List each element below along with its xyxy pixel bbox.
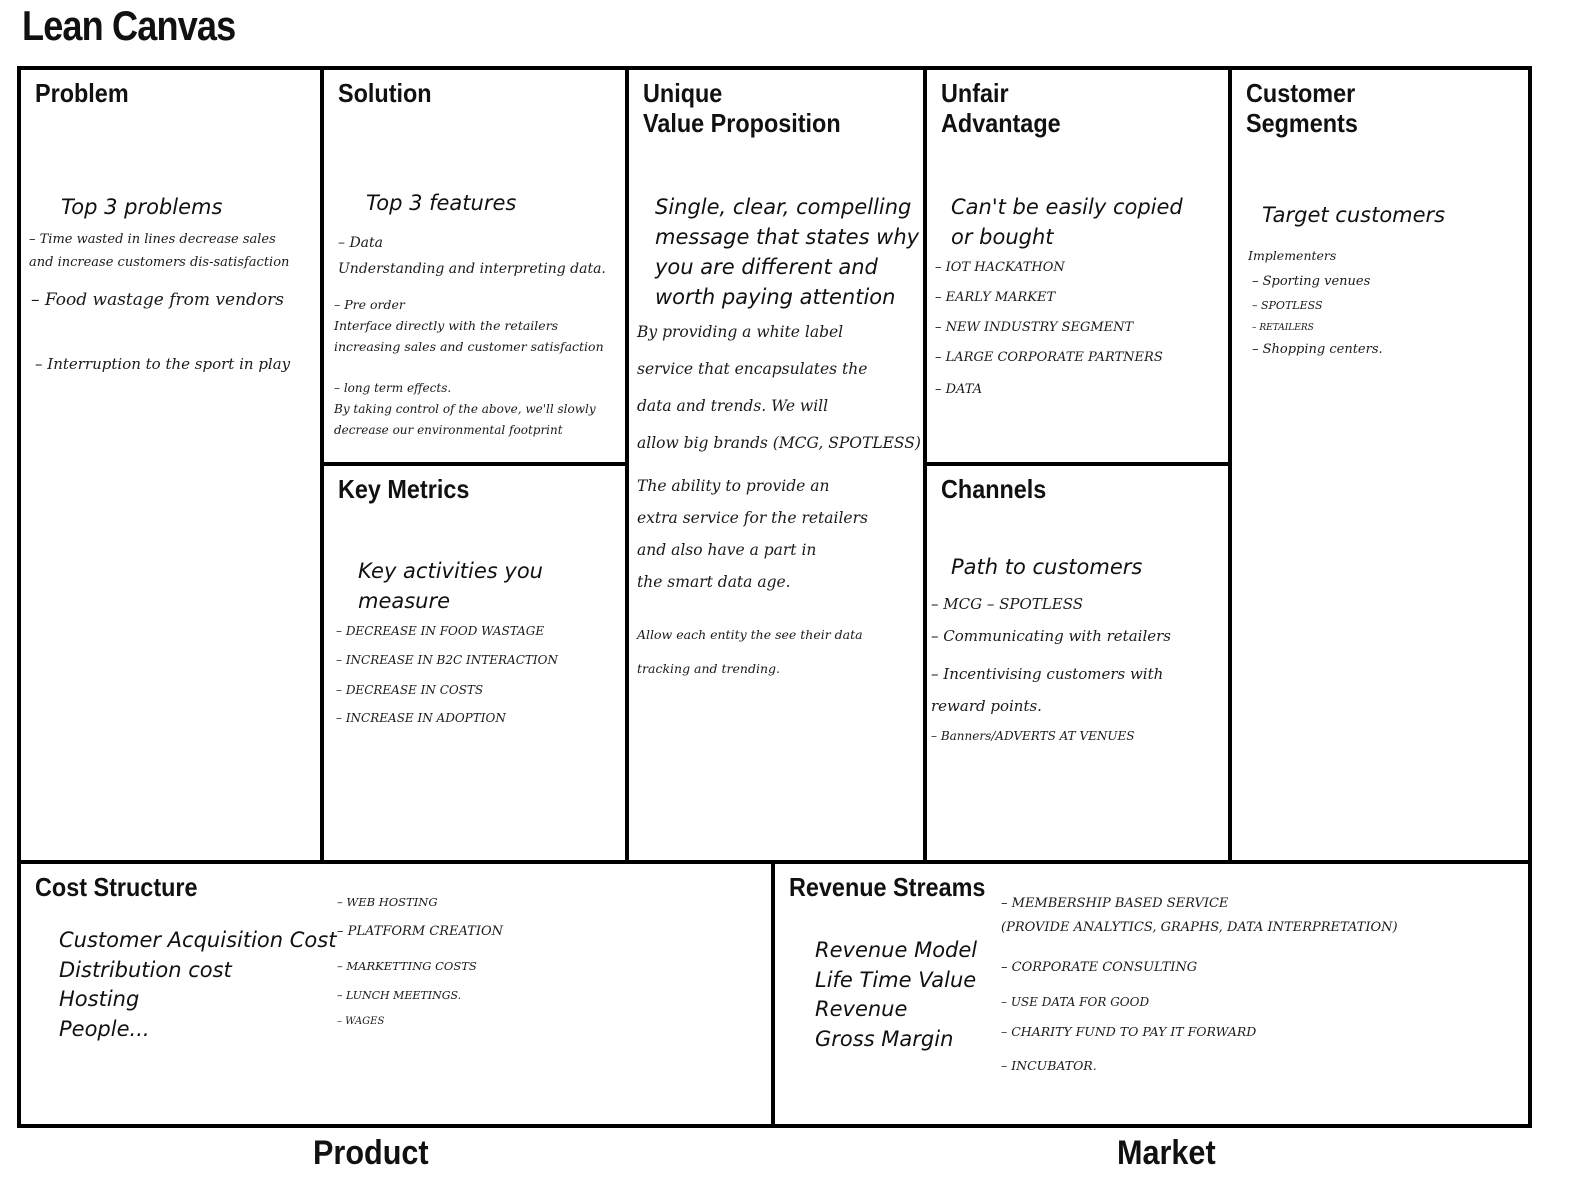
- customer-segments-heading: Customer Segments: [1246, 78, 1358, 138]
- cost-structure-note-2: – PLATFORM CREATION: [337, 924, 504, 939]
- uvp-heading: Unique Value Proposition: [643, 78, 841, 138]
- uvp-block: [625, 66, 927, 864]
- unfair-advantage-note-2: – EARLY MARKET: [935, 290, 1056, 305]
- footer-market-label: Market: [1117, 1134, 1216, 1172]
- solution-heading: Solution: [338, 78, 432, 108]
- unfair-advantage-note-3: – NEW INDUSTRY SEGMENT: [935, 320, 1134, 335]
- revenue-streams-prompt: Revenue Model Life Time Value Revenue Gross Margin: [815, 938, 978, 1051]
- key-metrics-note-2: – INCREASE IN B2C INTERACTION: [336, 653, 558, 667]
- revenue-streams-heading: Revenue Streams: [789, 872, 986, 902]
- solution-prompt: Top 3 features: [366, 191, 517, 215]
- page-title: Lean Canvas: [22, 2, 236, 49]
- problem-note-2: – Food wastage from vendors: [31, 290, 285, 310]
- cost-structure-note-1: – WEB HOSTING: [337, 895, 438, 909]
- unfair-advantage-heading: Unfair Advantage: [941, 78, 1061, 138]
- solution-block: [320, 66, 629, 468]
- key-metrics-note-4: – INCREASE IN ADOPTION: [336, 711, 506, 725]
- uvp-note-2: The ability to provide an extra service for the retailers and also have a part in the smart data age.: [637, 477, 868, 591]
- uvp-prompt: Single, clear, compelling message that states why you are different and worth paying attention: [655, 195, 920, 309]
- problem-note-3: – Interruption to the sport in play: [35, 355, 291, 373]
- cost-structure-block: [17, 860, 775, 1128]
- revenue-streams-note-2: – CORPORATE CONSULTING: [1001, 960, 1198, 975]
- channels-heading: Channels: [941, 474, 1047, 504]
- cost-structure-note-4: – LUNCH MEETINGS.: [337, 989, 462, 1002]
- customer-segments-block: [1228, 66, 1532, 864]
- problem-heading: Problem: [35, 78, 129, 108]
- unfair-advantage-prompt: Can't be easily copied or bought: [951, 195, 1183, 249]
- revenue-streams-note-3: – USE DATA FOR GOOD: [1001, 995, 1150, 1009]
- key-metrics-note-3: – DECREASE IN COSTS: [336, 683, 484, 697]
- problem-block: [17, 66, 324, 864]
- key-metrics-prompt: Key activities you measure: [358, 559, 543, 613]
- problem-note-1: – Time wasted in lines decrease sales and increase customers dis-satisfaction: [29, 232, 290, 270]
- channels-note-1: – MCG – SPOTLESS: [931, 595, 1083, 613]
- unfair-advantage-note-1: – IOT HACKATHON: [935, 260, 1065, 275]
- customer-segments-note-2: – Sporting venues: [1252, 274, 1371, 289]
- channels-block: [923, 462, 1232, 864]
- cost-structure-note-5: – WAGES: [337, 1016, 385, 1027]
- key-metrics-block: [320, 462, 629, 864]
- key-metrics-heading: Key Metrics: [338, 474, 470, 504]
- unfair-advantage-note-4: – LARGE CORPORATE PARTNERS: [935, 350, 1163, 365]
- customer-segments-prompt: Target customers: [1262, 203, 1446, 227]
- revenue-streams-note-5: – INCUBATOR.: [1001, 1058, 1097, 1073]
- solution-note-1: – Data Understanding and interpreting data.: [338, 235, 606, 277]
- uvp-note-1: By providing a white label service that encapsulates the data and trends. We will allow big brands (MCG, SPOTLESS): [637, 323, 921, 452]
- unfair-advantage-block: [923, 66, 1232, 468]
- customer-segments-note-3: – SPOTLESS: [1252, 299, 1323, 312]
- key-metrics-note-1: – DECREASE IN FOOD WASTAGE: [336, 624, 545, 638]
- revenue-streams-note-1: – MEMBERSHIP BASED SERVICE (PROVIDE ANALYTICS, GRAPHS, DATA INTERPRETATION): [1001, 896, 1398, 935]
- channels-note-2: – Communicating with retailers: [931, 627, 1171, 645]
- channels-note-4: – Banners/ADVERTS AT VENUES: [931, 729, 1135, 743]
- solution-note-3: – long term effects. By taking control of the above, we'll slowly decrease our environmental footprint: [334, 381, 596, 437]
- channels-note-3: – Incentivising customers with reward points.: [931, 665, 1164, 715]
- channels-prompt: Path to customers: [951, 555, 1143, 579]
- revenue-streams-block: [771, 860, 1532, 1128]
- uvp-note-3: Allow each entity the see their data tracking and trending.: [637, 627, 863, 676]
- cost-structure-prompt: Customer Acquisition Cost Distribution cost Hosting People...: [59, 928, 337, 1041]
- customer-segments-note-4: – RETAILERS: [1252, 323, 1314, 333]
- customer-segments-note-5: – Shopping centers.: [1252, 342, 1383, 357]
- footer-product-label: Product: [313, 1134, 429, 1172]
- cost-structure-heading: Cost Structure: [35, 872, 198, 902]
- cost-structure-note-3: – MARKETTING COSTS: [337, 959, 477, 973]
- unfair-advantage-note-5: – DATA: [935, 382, 983, 397]
- customer-segments-note-1: Implementers: [1248, 248, 1337, 263]
- revenue-streams-note-4: – CHARITY FUND TO PAY IT FORWARD: [1001, 1024, 1257, 1039]
- solution-note-2: – Pre order Interface directly with the retailers increasing sales and customer satisfaction: [334, 297, 604, 354]
- problem-prompt: Top 3 problems: [61, 195, 223, 219]
